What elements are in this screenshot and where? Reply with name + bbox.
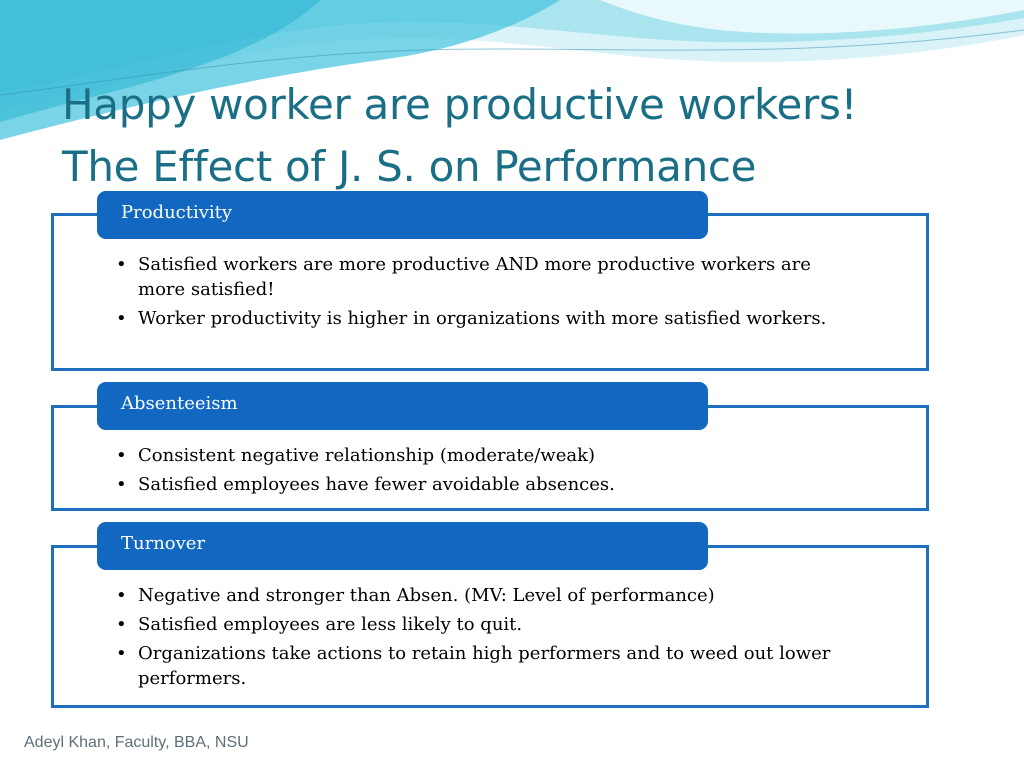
list-item: • Satisfied employees are less likely to quit. xyxy=(112,612,857,637)
productivity-header: Productivity xyxy=(97,191,708,239)
title-line-1: Happy worker are productive workers! xyxy=(62,80,858,129)
list-item: • Negative and stronger than Absen. (MV: Level of performance) xyxy=(112,583,857,608)
list-item: • Organizations take actions to retain high performers and to weed out lower performers. xyxy=(112,641,857,691)
list-item: • Worker productivity is higher in organizations with more satisfied workers. xyxy=(112,306,857,331)
absenteeism-bullet-list xyxy=(112,443,857,501)
absenteeism-header: Absenteeism xyxy=(97,382,708,430)
slide-footer: Adeyl Khan, Faculty, BBA, NSU xyxy=(24,734,249,751)
list-item: • Satisfied workers are more productive AND more productive workers are more satisfied! xyxy=(112,252,857,302)
list-item: • Satisfied employees have fewer avoidable absences. xyxy=(112,472,857,497)
list-item: • Consistent negative relationship (moderate/weak) xyxy=(112,443,857,468)
productivity-bullet-list xyxy=(112,252,857,335)
turnover-bullet-list xyxy=(112,583,857,695)
slide-title xyxy=(62,74,1002,198)
turnover-header: Turnover xyxy=(97,522,708,570)
title-line-2: The Effect of J. S. on Performance xyxy=(62,142,757,191)
